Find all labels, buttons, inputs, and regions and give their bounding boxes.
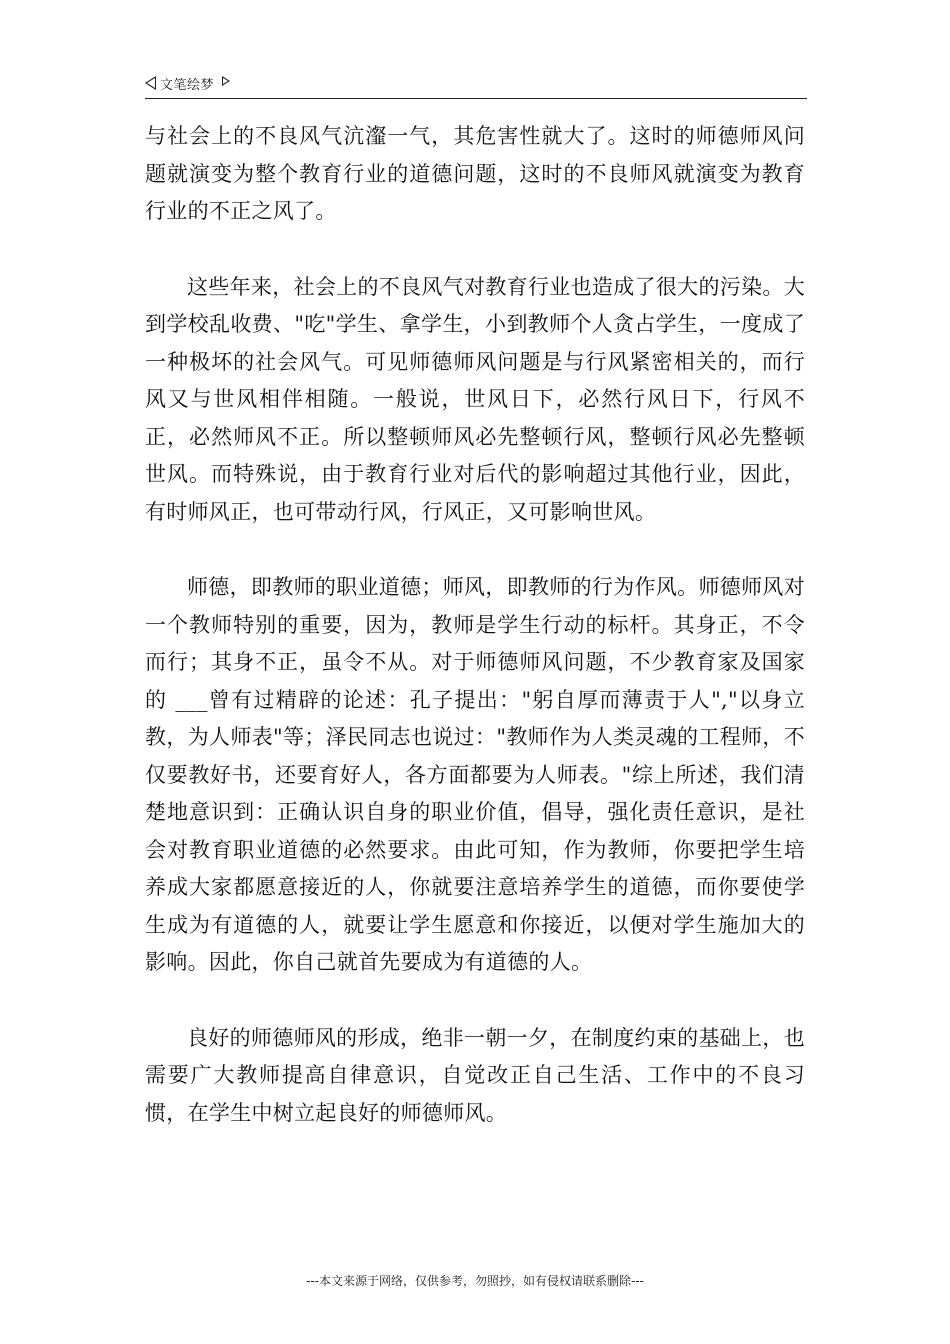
paragraph-1: 与社会上的不良风气沆瀣一气，其危害性就大了。这时的师德师风问题就演变为整个教育行业的道德问题，这时的不良师风就演变为教育行业的不正之风了。 — [145, 124, 805, 223]
page-header — [145, 72, 807, 99]
paragraph-spacer — [145, 531, 805, 569]
header-title: 文笔绘梦 — [160, 77, 215, 93]
page-footer: ---本文来源于网络，仅供参考，勿照抄，如有侵权请联系删除--- — [306, 1274, 644, 1288]
triangle-left-icon — [145, 76, 156, 90]
header-brand — [145, 72, 230, 94]
paragraph-spacer — [145, 982, 805, 1020]
document-body — [145, 118, 805, 1132]
triangle-right-icon — [222, 76, 230, 86]
paragraph-spacer — [145, 231, 805, 269]
paragraph-4: 良好的师德师风的形成，绝非一朝一夕，在制度约束的基础上，也需要广大教师提高自律意识，自觉改正自己生活、工作中的不良习惯，在学生中树立起良好的师德师风。 — [145, 1025, 805, 1125]
paragraph-2: 这些年来，社会上的不良风气对教育行业也造成了很大的污染。大到学校乱收费、"吃"学生、拿学生，小到教师个人贪占学生，一度成了一种极坏的社会风气。可见师德师风问题是与行风紧密相关的，而行风又与世风相伴相随。一般说，世风日下，必然行风日下，行风不正，必然师风不正。所以整顿师风必先整顿行风，整顿行风必先整顿世风。而特殊说，由于教育行业对后代的影响超过其他行业，因此，有时师风正，也可带动行风，行风正，又可影响世风。 — [145, 274, 805, 524]
paragraph-3: 师德，即教师的职业道德；师风，即教师的行为作风。师德师风对一个教师特别的重要，因为，教师是学生行动的标杆。其身正，不令而行；其身不正，虽令不从。对于师德师风问题，不少教育家及国家的 ___曾有过精辟的论述：孔子提出："躬自厚而薄责于人","以身立教，为人师表"等；泽民同志也说过："教师作为人类灵魂的工程师，不仅要教好书，还要育好人，各方面都要为人师表。"综上所述，我们清楚地意识到：正确认识自身的职业价值，倡导，强化责任意识，是社会对教育职业道德的必然要求。由此可知，作为教师，你要把学生培养成大家都愿意接近的人，你就要注意培养学生的道德，而你要使学生成为有道德的人，就要让学生愿意和你接近，以便对学生施加大的影响。因此，你自己就首先要成为有道德的人。 — [145, 575, 805, 974]
